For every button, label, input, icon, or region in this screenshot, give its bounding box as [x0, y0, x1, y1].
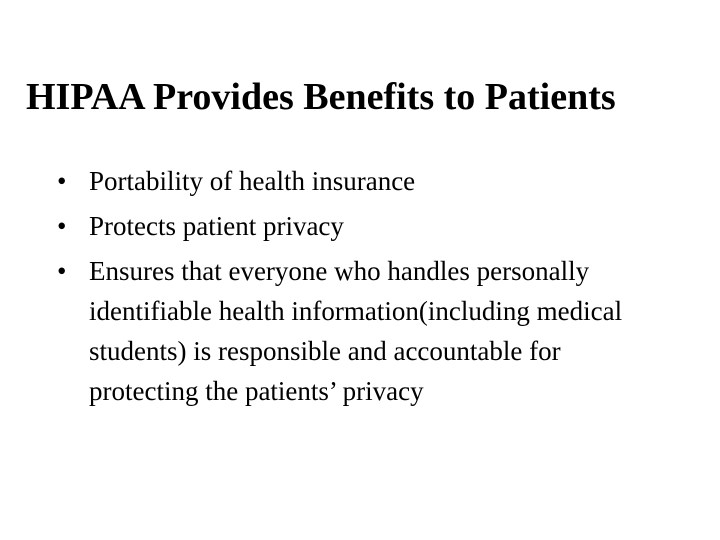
bullet-text: Portability of health insurance — [89, 166, 416, 196]
bullet-list — [57, 161, 667, 416]
bullet-point-icon: • — [57, 211, 67, 241]
bullet-point-icon: • — [57, 256, 67, 286]
bullet-point-icon: • — [57, 166, 67, 196]
slide-title: HIPAA Provides Benefits to Patients — [26, 76, 616, 118]
bullet-text: Ensures that everyone who handles personally identifiable health information(including medical students) is responsible and accountable for protecting the patients’ privacy — [89, 256, 623, 406]
bullet-item-accountability — [57, 251, 667, 411]
bullet-item-privacy — [57, 206, 667, 246]
bullet-item-portability — [57, 161, 667, 201]
bullet-text: Protects patient privacy — [89, 211, 344, 241]
